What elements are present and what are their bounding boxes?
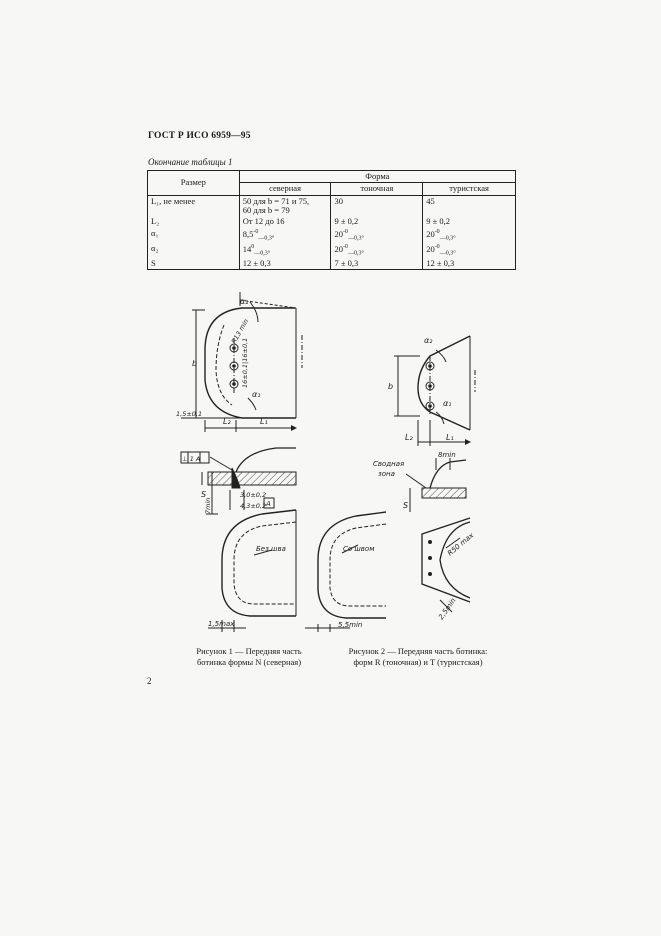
row-label: L₂ (148, 216, 240, 227)
cell: 7 ± 0,3 (331, 258, 423, 270)
figure2-top-view (394, 336, 475, 446)
label-holes: 16±0,1|16±0,1 (241, 337, 249, 388)
figure2-section-view (406, 458, 466, 512)
row-label: α₂ (148, 243, 240, 258)
label-8min: 8min (438, 451, 456, 459)
size-header: Размер (148, 171, 240, 196)
flatness-frame: ⊥ 1 A (182, 455, 201, 463)
cell: $20^{-0}_{—0,3^\circ}$ (423, 228, 516, 243)
cell: 12 ± 0,3 (423, 258, 516, 270)
label-dim15: 1,5±0,1 (176, 410, 203, 418)
label-55min: 5,5min (338, 621, 363, 629)
cell: 50 для b = 71 и 75, 60 для b = 79 (239, 195, 331, 216)
col-header-tourist: туристская (423, 183, 516, 195)
figure2-caption: Рисунок 2 — Передняя часть ботинка: форм R (тоночная) и T (туристская) (348, 646, 488, 667)
cell: От 12 до 16 (239, 216, 331, 227)
figure1-bottom-views (208, 510, 386, 632)
label-zona: зона (378, 470, 395, 478)
label-b: b (192, 359, 198, 368)
label-alpha2-fig2: α₂ (424, 336, 433, 345)
label-7min: 7min (204, 497, 212, 514)
cell: $8,5^{-0}_{—0,3^\circ}$ (239, 228, 331, 243)
label-r13: R13 min (229, 317, 251, 345)
cell: 30 (331, 195, 423, 216)
cell: 45 (423, 195, 516, 216)
cell: 9 ± 0,2 (423, 216, 516, 227)
label-svodnaya: Сводная (373, 460, 405, 468)
form-header: Форма (239, 171, 515, 183)
figure1-caption: Рисунок 1 — Передняя часть ботинка формы N (северная) (196, 646, 302, 667)
cell: $20^{-0}_{—0,3^\circ}$ (423, 243, 516, 258)
row-label: L₁, не менее (148, 195, 240, 216)
label-b-fig2: b (388, 382, 394, 391)
cell: $20^{-0}_{—0,3^\circ}$ (331, 243, 423, 258)
label-no-seam: Без шва (256, 545, 286, 553)
cell: 9 ± 0,2 (331, 216, 423, 227)
label-d30: 3,0±0,2 (240, 491, 267, 499)
datum-a: A (266, 500, 271, 508)
col-header-tonochnaya: тоночная (331, 183, 423, 195)
page-number: 2 (147, 676, 152, 686)
row-label: S (148, 258, 240, 270)
cell: $14^0_{—0,3^\circ}$ (239, 243, 331, 258)
label-L2-fig2: L₂ (405, 433, 413, 442)
figure2-bottom-view (422, 518, 470, 612)
label-with-seam: Со швом (343, 545, 375, 553)
row-label: α₁ (148, 228, 240, 243)
table-caption: Окончание таблицы 1 (148, 157, 233, 167)
label-L2: L₂ (223, 417, 231, 426)
cell: 12 ± 0,3 (239, 258, 331, 270)
label-L1-fig2: L₁ (446, 433, 454, 442)
label-25min: 2,5min (437, 596, 458, 622)
label-alpha1-fig2: α₁ (443, 399, 452, 408)
label-alpha2: α₂ (240, 297, 249, 306)
label-L1: L₁ (260, 417, 268, 426)
cell: $20^{-0}_{—0,3^\circ}$ (331, 228, 423, 243)
label-s-fig2: S (403, 501, 409, 510)
col-header-north: северная (239, 183, 331, 195)
label-d43: 4,3±0,2 (240, 502, 267, 510)
label-r50: R50 max (446, 531, 476, 558)
label-15max: 1,5max (208, 620, 235, 628)
label-s: S (201, 490, 207, 499)
document-header: ГОСТ Р ИСО 6959—95 (148, 131, 251, 141)
label-alpha1: α₁ (252, 390, 261, 399)
